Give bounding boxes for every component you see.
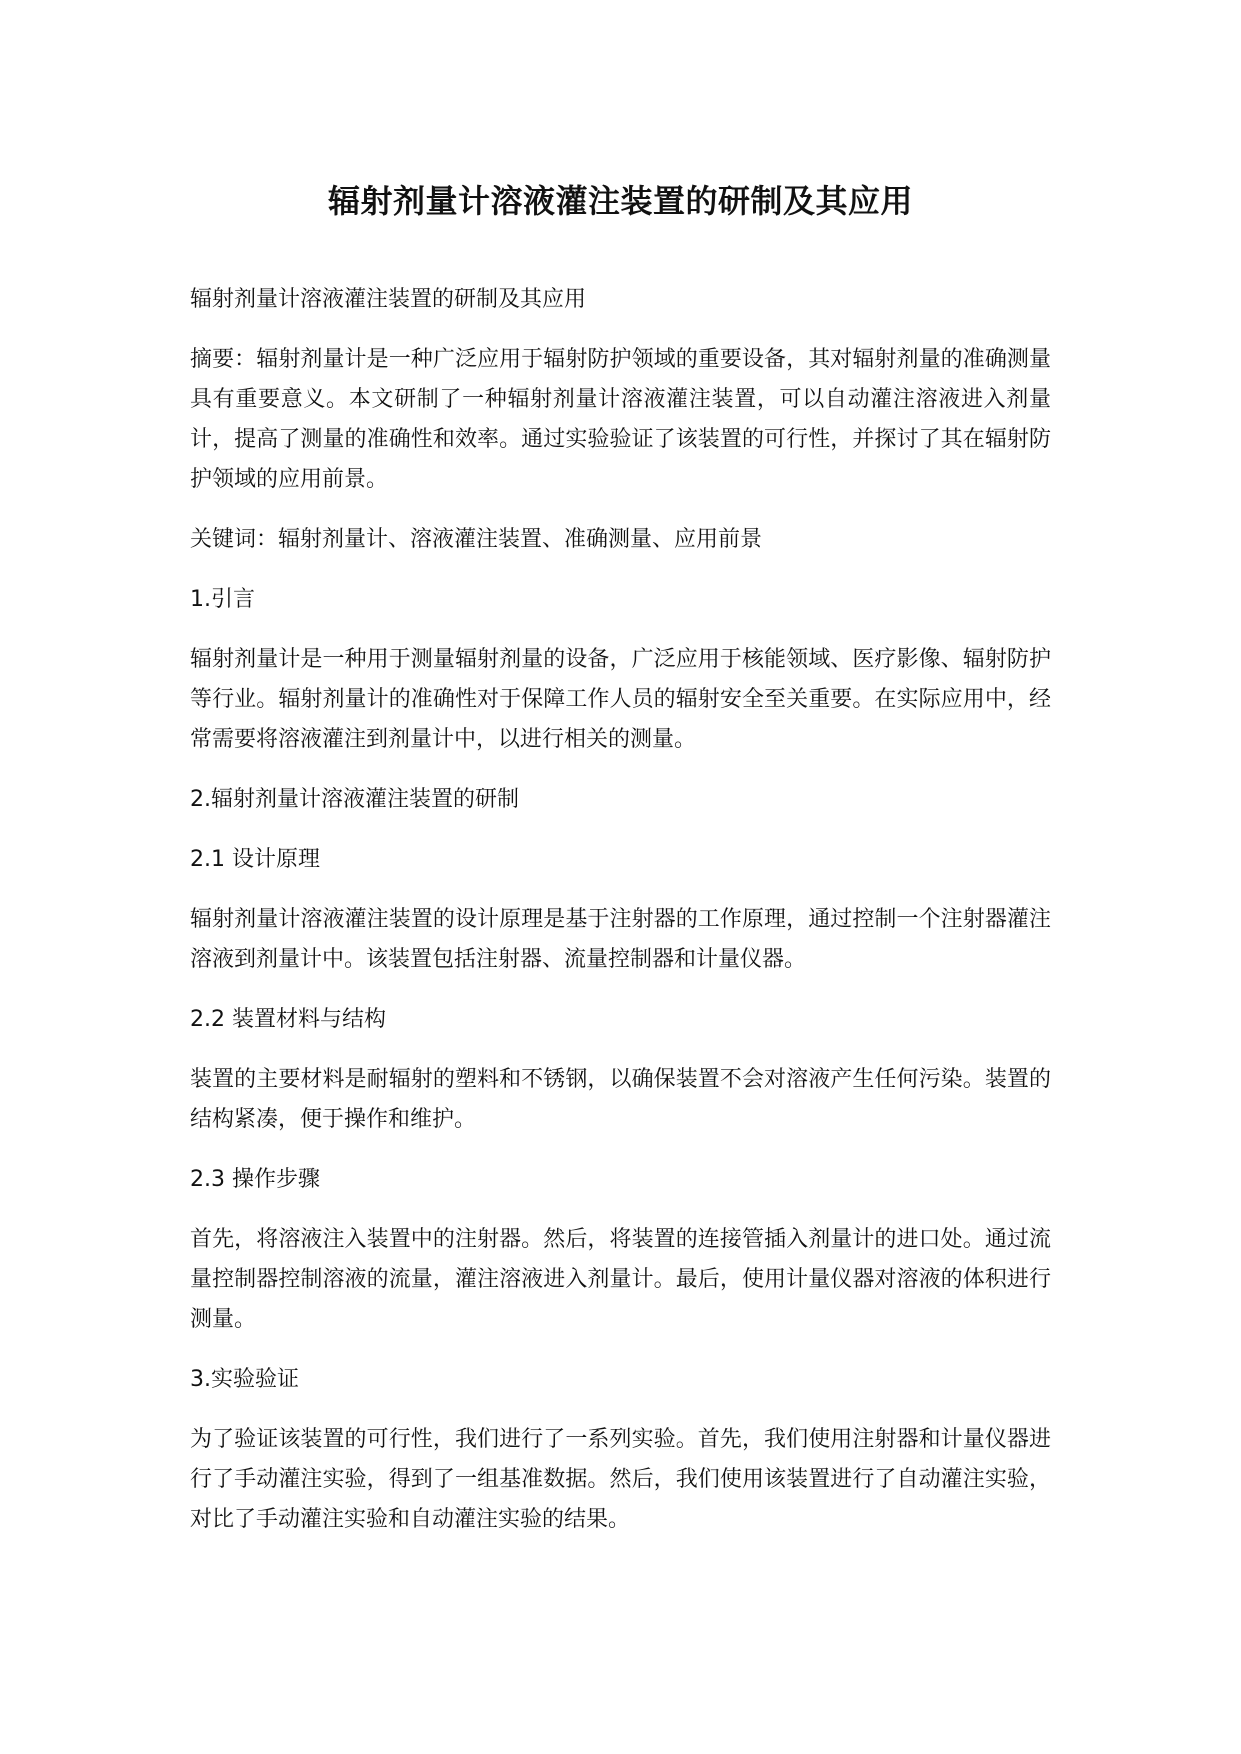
document-subtitle: 辐射剂量计溶液灌注装置的研制及其应用 [190,287,587,312]
subsection-heading-materials-structure: 2.2 装置材料与结构 [190,1007,386,1032]
section-heading-experiment: 3.实验验证 [190,1367,299,1392]
section-heading-introduction: 1.引言 [190,587,255,612]
subsection-heading-design-principle: 2.1 设计原理 [190,847,320,872]
design-principle-paragraph: 辐射剂量计溶液灌注装置的设计原理是基于注射器的工作原理，通过控制一个注射器灌注溶液到剂量计中。该装置包括注射器、流量控制器和计量仪器。 [190,907,1051,972]
document-title: 辐射剂量计溶液灌注装置的研制及其应用 [327,182,913,220]
section-heading-development: 2.辐射剂量计溶液灌注装置的研制 [190,787,519,812]
subsection-heading-operation-steps: 2.3 操作步骤 [190,1167,320,1192]
experiment-paragraph: 为了验证该装置的可行性，我们进行了一系列实验。首先，我们使用注射器和计量仪器进行了手动灌注实验，得到了一组基准数据。然后，我们使用该装置进行了自动灌注实验，对比了手动灌注实验和自动灌注实验的结果。 [190,1427,1051,1532]
operation-steps-paragraph: 首先，将溶液注入装置中的注射器。然后，将装置的连接管插入剂量计的进口处。通过流量控制器控制溶液的流量，灌注溶液进入剂量计。最后，使用计量仪器对溶液的体积进行测量。 [190,1227,1051,1332]
materials-structure-paragraph: 装置的主要材料是耐辐射的塑料和不锈钢，以确保装置不会对溶液产生任何污染。装置的结构紧凑，便于操作和维护。 [190,1067,1051,1132]
introduction-paragraph: 辐射剂量计是一种用于测量辐射剂量的设备，广泛应用于核能领域、医疗影像、辐射防护等行业。辐射剂量计的准确性对于保障工作人员的辐射安全至关重要。在实际应用中，经常需要将溶液灌注到剂量计中，以进行相关的测量。 [190,647,1051,752]
keywords-paragraph: 关键词：辐射剂量计、溶液灌注装置、准确测量、应用前景 [190,527,763,552]
abstract-paragraph: 摘要：辐射剂量计是一种广泛应用于辐射防护领域的重要设备，其对辐射剂量的准确测量具有重要意义。本文研制了一种辐射剂量计溶液灌注装置，可以自动灌注溶液进入剂量计，提高了测量的准确性和效率。通过实验验证了该装置的可行性，并探讨了其在辐射防护领域的应用前景。 [190,347,1051,492]
